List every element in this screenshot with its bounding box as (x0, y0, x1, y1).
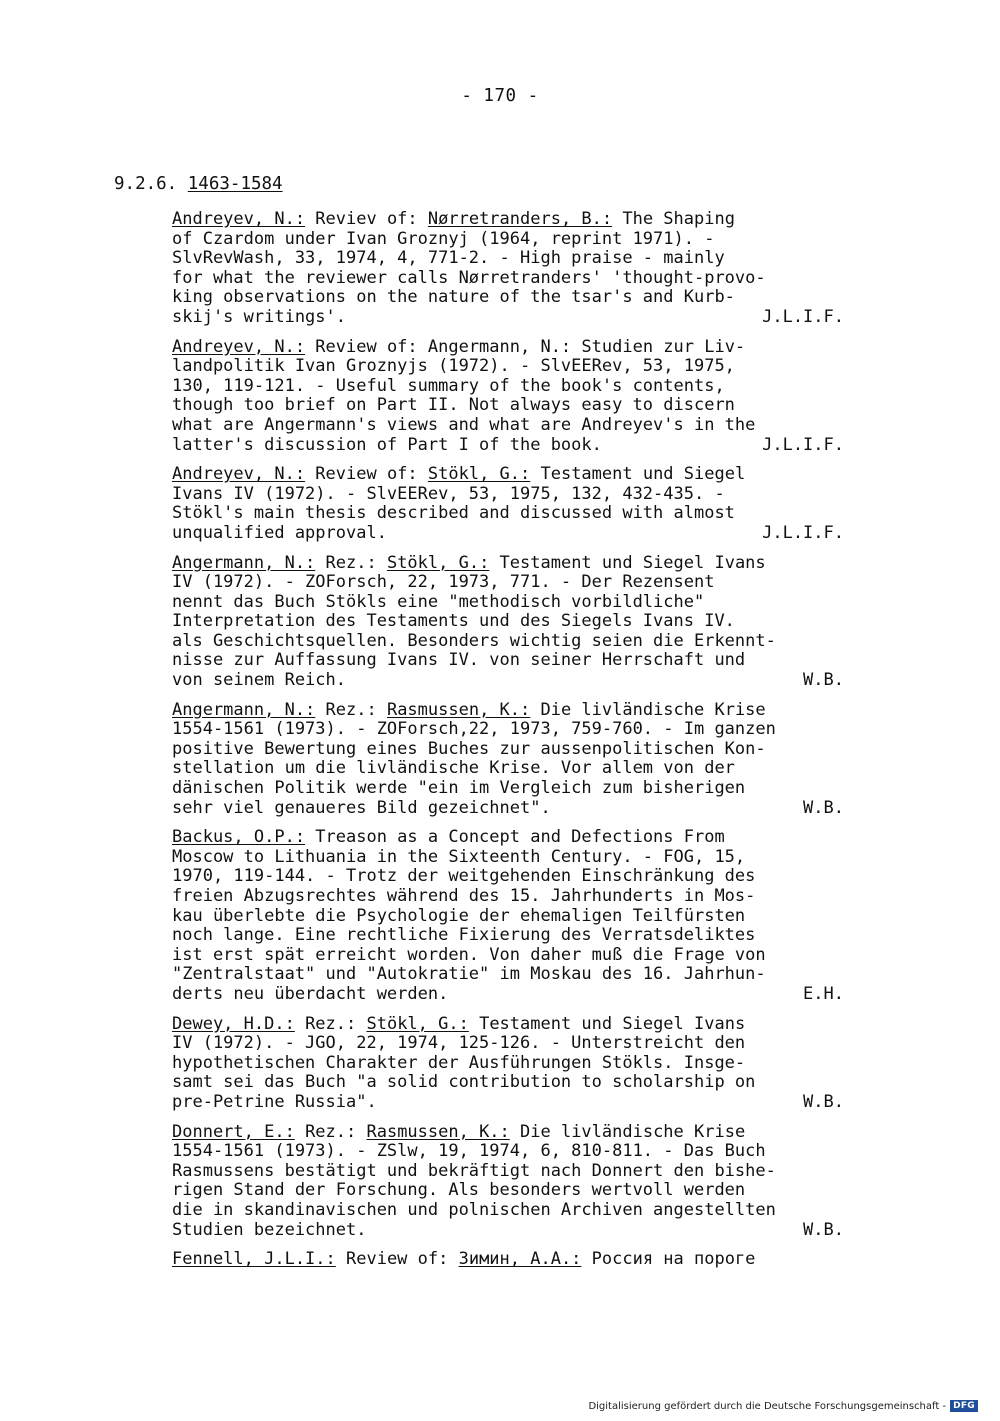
entry-line (172, 848, 844, 868)
entry-line (172, 504, 844, 524)
entry-text: SlvRevWash, 33, 1974, 4, 771-2. - High praise - mainly (172, 248, 725, 269)
entry-line-text (172, 376, 725, 396)
entry-line (172, 612, 844, 632)
entry-line-text (172, 436, 602, 456)
reviewer-initials: W.B. (803, 1219, 844, 1240)
bibliography-entry (172, 210, 844, 328)
entry-line (172, 671, 844, 691)
entry-text: noch lange. Eine rechtliche Fixierung des Verratsdeliktes (172, 925, 756, 946)
entry-line-text (172, 1122, 745, 1142)
entry-line (172, 946, 844, 966)
bibliography-entry (172, 828, 844, 1004)
entry-line-text (172, 847, 745, 867)
entry-line-text (172, 1072, 755, 1092)
entry-line (172, 1250, 844, 1270)
entry-line-text (172, 719, 776, 739)
entry-line (172, 465, 844, 485)
entry-text: hypothetischen Charakter der Ausführungen Stökls. Insge- (172, 1052, 746, 1073)
entry-line (172, 965, 844, 985)
entry-text: IV (1972). - ZOForsch, 22, 1973, 771. - Der Rezensent (172, 572, 715, 593)
entry-text: "Zentralstaat" und "Autokratie" im Moskau des 16. Jahrhun- (172, 964, 766, 985)
citation-name: Rasmussen, K.: (366, 1121, 510, 1142)
citation-name: Donnert, E.: (172, 1121, 295, 1142)
entry-line (172, 779, 844, 799)
entry-line (172, 1015, 844, 1035)
entry-text: Die livländische Krise (530, 699, 766, 720)
entry-text: freien Abzugsrechtes während des 15. Jahrhunderts in Mos- (172, 886, 756, 906)
entry-line-text (172, 209, 735, 229)
citation-name: Rasmussen, K.: (386, 699, 531, 720)
entry-line (172, 230, 844, 250)
entry-line (172, 1073, 844, 1093)
entry-line (172, 436, 844, 456)
section-title: 1463-1584 (187, 174, 283, 194)
citation-name: Fennell, J.L.I.: (172, 1249, 336, 1270)
entry-line-text (172, 799, 551, 819)
reviewer-initials: W.B. (803, 797, 844, 818)
entry-line-text (172, 464, 745, 484)
entry-line (172, 554, 844, 574)
entry-line-text (172, 592, 704, 612)
bibliography-entry (172, 1123, 844, 1241)
entry-line-text (172, 1093, 377, 1113)
entry-line-text (172, 758, 735, 778)
page-number: - 170 - (461, 86, 539, 106)
reviewer-initials: J.L.I.F. (762, 306, 844, 327)
entry-line (172, 740, 844, 760)
entry-line-text (172, 1221, 366, 1241)
entry-line-text (172, 287, 735, 307)
entry-line-text (172, 572, 714, 592)
reviewer-initials: E.H. (803, 983, 844, 1004)
citation-name: Angermann, N.: (172, 699, 316, 720)
entry-line-text (172, 671, 346, 691)
entry-text: Interpretation des Testaments und des Siegels Ivans IV. (172, 611, 735, 632)
citation-name: Stökl, G.: (386, 552, 490, 573)
entry-text: als Geschichtsquellen. Besonders wichtig seien die Erkennt- (172, 630, 776, 651)
entry-line-text (172, 308, 346, 328)
citation-name: Зимин, А.А.: (458, 1249, 582, 1270)
entry-text: nennt das Buch Stökls eine "methodisch vorbildliche" (172, 591, 705, 612)
entry-text: Review of: (335, 1249, 459, 1270)
entry-line-text (172, 611, 735, 631)
dfg-logo: DFG (950, 1400, 978, 1412)
entry-line (172, 828, 844, 848)
entry-text: Rez.: (315, 552, 387, 573)
entry-line-text (172, 700, 766, 720)
entry-line (172, 1093, 844, 1113)
entry-text: landpolitik Ivan Groznyjs (1972). - SlvEERev, 53, 1975, (172, 356, 735, 377)
entry-text: Treason as a Concept and Defections From (305, 827, 725, 848)
entry-text: Die livländische Krise (509, 1121, 746, 1142)
bibliography-entry (172, 554, 844, 691)
entry-text: king observations on the nature of the tsar's and Kurb- (172, 287, 735, 308)
entry-line (172, 249, 844, 269)
entry-line (172, 1221, 844, 1241)
citation-name: Andreyev, N.: (172, 209, 306, 229)
citation-name: Andreyev, N.: (172, 464, 306, 485)
entry-line-text (172, 553, 766, 573)
reviewer-initials: W.B. (803, 1091, 844, 1112)
entry-line (172, 720, 844, 740)
entry-text: sehr viel genaueres Bild gezeichnet". (172, 797, 551, 818)
entry-text: rigen Stand der Forschung. Als besonders wertvoll werden (172, 1180, 746, 1201)
entry-text: nisse zur Auffassung Ivans IV. von seiner Herrschaft und (172, 650, 746, 671)
entry-text: Rez.: (294, 1013, 367, 1034)
entry-line-text (172, 945, 766, 965)
entry-line (172, 1123, 844, 1143)
entry-line (172, 308, 844, 328)
entry-text: Testament und Siegel Ivans (489, 552, 766, 573)
entry-line (172, 759, 844, 779)
entry-line-text (172, 503, 735, 523)
entry-line-text (172, 964, 766, 984)
entry-line-text (172, 906, 745, 926)
entry-line-text (172, 415, 755, 435)
entry-line (172, 632, 844, 652)
entry-text: unqualified approval. (172, 522, 387, 543)
citation-name: Angermann, N.: (172, 552, 316, 573)
entry-line (172, 377, 844, 397)
citation-name: Stökl, G.: (427, 464, 531, 485)
entry-line-text (172, 524, 387, 544)
entry-line (172, 1162, 844, 1182)
entry-text: ist erst spät erreicht worden. Von daher muß die Frage von (172, 944, 766, 965)
entry-text: derts neu überdacht werden. (172, 983, 449, 1004)
section-number: 9.2.6. (114, 174, 178, 194)
citation-name: Dewey, H.D.: (172, 1013, 295, 1034)
bibliography-entry (172, 338, 844, 456)
entry-text: Testament und Siegel Ivans (468, 1013, 746, 1034)
entry-text: Review of: Angermann, N.: Studien zur Liv- (305, 336, 746, 357)
entry-line-text (172, 1180, 745, 1200)
citation-name: Andreyev, N.: (172, 336, 306, 357)
entry-text: Rez.: (294, 1121, 367, 1142)
entry-line (172, 867, 844, 887)
reviewer-initials: J.L.I.F. (762, 434, 844, 455)
entry-line (172, 1054, 844, 1074)
section-heading (114, 174, 283, 194)
footer-credit (588, 1400, 978, 1412)
entry-line-text (172, 1053, 745, 1073)
entry-line (172, 416, 844, 436)
entry-text: Reviev of: (305, 209, 428, 229)
entry-line (172, 651, 844, 671)
entry-text: Ivans IV (1972). - SlvEERev, 53, 1975, 132, 432-435. - (172, 483, 725, 504)
entry-line-text (172, 1033, 745, 1053)
entry-text: dänischen Politik werde "ein im Vergleich zum bisherigen (172, 778, 746, 799)
entry-line-text (172, 1014, 745, 1034)
entry-line-text (172, 827, 725, 847)
entry-text: Россия на пороге (581, 1249, 756, 1270)
entry-text: positive Bewertung eines Buches zur aussenpolitischen Kon- (172, 738, 766, 759)
entry-line-text (172, 1200, 776, 1220)
entry-line-text (172, 395, 735, 415)
entry-line-text (172, 985, 448, 1005)
entry-text: Moscow to Lithuania in the Sixteenth Century. - FOG, 15, (172, 846, 746, 867)
entry-line (172, 799, 844, 819)
entry-line-text (172, 1249, 755, 1269)
entry-line-text (172, 1161, 776, 1181)
entry-line (172, 288, 844, 308)
bibliography-entry (172, 1015, 844, 1113)
entry-text: of Czardom under Ivan Groznyj (1964, reprint 1971). - (172, 228, 715, 249)
entry-line (172, 1142, 844, 1162)
entry-text: pre-Petrine Russia". (172, 1091, 377, 1112)
entry-text: von seinem Reich. (172, 670, 346, 691)
entry-text: 1554-1561 (1973). - ZOForsch,22, 1973, 759-760. - Im ganzen (172, 719, 776, 740)
entry-text: stellation um die livländische Krise. Vor allem von der (172, 758, 735, 779)
bibliography-entry (172, 465, 844, 543)
entry-text: IV (1972). - JGO, 22, 1974, 125-126. - Unterstreicht den (172, 1033, 746, 1054)
entry-text: 1554-1561 (1973). - ZSlw, 19, 1974, 6, 810-811. - Das Buch (172, 1141, 766, 1162)
entry-line-text (172, 739, 766, 759)
entry-text: latter's discussion of Part I of the book. (172, 434, 602, 455)
entry-text: Rasmussens bestätigt und bekräftigt nach Donnert den bishe- (172, 1160, 776, 1181)
citation-name: Stökl, G.: (366, 1013, 469, 1034)
bibliography-entry (172, 1250, 844, 1270)
footer-text: Digitalisierung gefördert durch die Deutsche Forschungsgemeinschaft - (588, 1400, 947, 1412)
entry-text: what are Angermann's views and what are Andreyev's in the (172, 414, 756, 435)
entry-line (172, 593, 844, 613)
entry-line-text (172, 337, 745, 357)
entry-text: 130, 119-121. - Useful summary of the book's contents, (172, 375, 725, 396)
entry-line-text (172, 1141, 766, 1161)
entry-line (172, 926, 844, 946)
entry-line (172, 1181, 844, 1201)
entry-text: die in skandinavischen und polnischen Archiven angestellten (172, 1199, 776, 1220)
bibliography-entries (172, 210, 844, 1280)
entry-line-text (172, 229, 714, 249)
entry-line (172, 907, 844, 927)
entry-line-text (172, 650, 745, 670)
entry-line (172, 1201, 844, 1221)
entry-text: Rez.: (315, 699, 387, 720)
entry-line-text (172, 631, 776, 651)
entry-text: The Shaping (612, 209, 735, 229)
entry-line (172, 701, 844, 721)
entry-text: for what the reviewer calls Nørretranders' 'thought-provo- (172, 267, 766, 288)
entry-line-text (172, 778, 745, 798)
entry-line (172, 338, 844, 358)
entry-line (172, 985, 844, 1005)
reviewer-initials: J.L.I.F. (762, 522, 844, 543)
entry-text: skij's writings'. (172, 306, 346, 327)
bibliography-entry (172, 701, 844, 819)
entry-line (172, 1034, 844, 1054)
entry-text: Review of: (305, 464, 428, 485)
citation-name: Backus, O.P.: (172, 827, 306, 848)
reviewer-initials: W.B. (803, 670, 844, 691)
entry-line (172, 485, 844, 505)
entry-text: Testament und Siegel (530, 464, 746, 485)
entry-text: kau überlebte die Psychologie der ehemaligen Teilfürsten (172, 905, 746, 926)
entry-text: Studien bezeichnet. (172, 1219, 367, 1240)
entry-line (172, 396, 844, 416)
entry-text: samt sei das Buch "a solid contribution to scholarship on (172, 1072, 756, 1093)
entry-line (172, 357, 844, 377)
entry-text: 1970, 119-144. - Trotz der weitgehenden Einschränkung des (172, 866, 756, 887)
entry-line-text (172, 886, 755, 906)
entry-line-text (172, 866, 755, 886)
entry-line-text (172, 925, 755, 945)
entry-text: though too brief on Part II. Not always easy to discern (172, 395, 735, 416)
entry-line-text (172, 356, 735, 376)
entry-text: Stökl's main thesis described and discussed with almost (172, 503, 735, 524)
entry-line-text (172, 268, 766, 288)
entry-line-text (172, 248, 725, 268)
entry-line (172, 887, 844, 907)
entry-line (172, 269, 844, 289)
entry-line-text (172, 484, 725, 504)
entry-line (172, 573, 844, 593)
entry-line (172, 524, 844, 544)
entry-line (172, 210, 844, 230)
citation-name: Nørretranders, B.: (427, 209, 613, 229)
